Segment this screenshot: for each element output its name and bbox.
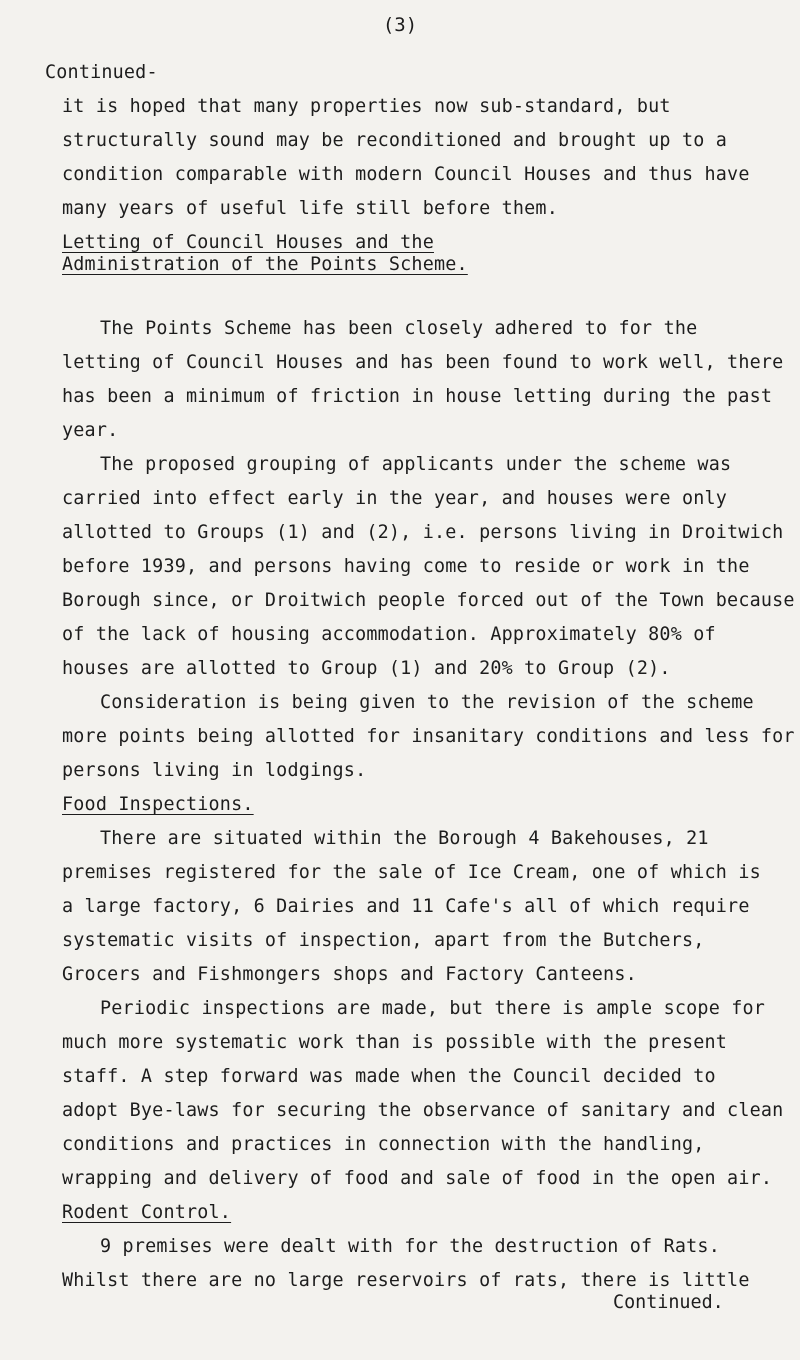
paragraph-line: The proposed grouping of applicants under the scheme was [100,454,732,475]
paragraph-line: Borough since, or Droitwich people forced out of the Town because [62,590,795,611]
paragraph-line: allotted to Groups (1) and (2), i.e. persons living in Droitwich [62,522,784,543]
paragraph-line: much more systematic work than is possible with the present [62,1032,728,1053]
paragraph-line: 9 premises were dealt with for the destruction of Rats. [100,1236,720,1257]
paragraph-line: carried into effect early in the year, and houses were only [62,488,728,509]
section-heading: Rodent Control. [62,1202,232,1223]
paragraph-line: conditions and practices in connection with the handling, [62,1134,705,1155]
section-heading: Letting of Council Houses and the [62,232,434,253]
paragraph-line: letting of Council Houses and has been found to work well, there [62,352,784,373]
paragraph-line: The Points Scheme has been closely adhered to for the [100,318,698,339]
intro-line: many years of useful life still before them. [62,198,558,219]
paragraph-line: has been a minimum of friction in house letting during the past [62,386,773,407]
paragraph-line: premises registered for the sale of Ice Cream, one of which is [62,862,761,883]
paragraph-line: before 1939, and persons having come to reside or work in the [62,556,750,577]
paragraph-line: systematic visits of inspection, apart from the Butchers, [62,930,705,951]
paragraph-line: Consideration is being given to the revision of the scheme [100,692,754,713]
paragraph-line: houses are allotted to Group (1) and 20% to Group (2). [62,658,671,679]
paragraph-line: more points being allotted for insanitary conditions and less for [62,726,795,747]
page-number: (3) [382,14,418,36]
paragraph-line: Periodic inspections are made, but there is ample scope for [100,998,766,1019]
paragraph-line: persons living in lodgings. [62,760,367,781]
paragraph-line: Grocers and Fishmongers shops and Factory Canteens. [62,964,637,985]
paragraph-line: There are situated within the Borough 4 Bakehouses, 21 [100,828,709,849]
continued-bottom: Continued. [613,1292,724,1313]
section-heading: Food Inspections. [62,794,254,815]
intro-line: condition comparable with modern Council Houses and thus have [62,164,750,185]
paragraph-line: wrapping and delivery of food and sale of food in the open air. [62,1168,773,1189]
paragraph-line: of the lack of housing accommodation. Approximately 80% of [62,624,716,645]
paragraph-line: year. [62,420,119,441]
paragraph-line: Whilst there are no large reservoirs of rats, there is little [62,1270,750,1291]
paragraph-line: staff. A step forward was made when the Council decided to [62,1066,716,1087]
intro-line: it is hoped that many properties now sub-standard, but [62,96,671,117]
continued-top: Continued- [45,62,158,83]
paragraph-line: a large factory, 6 Dairies and 11 Cafe's all of which require [62,896,750,917]
intro-line: structurally sound may be reconditioned and brought up to a [62,130,728,151]
paragraph-line: adopt Bye-laws for securing the observance of sanitary and clean [62,1100,784,1121]
section-heading: Administration of the Points Scheme. [62,254,468,275]
